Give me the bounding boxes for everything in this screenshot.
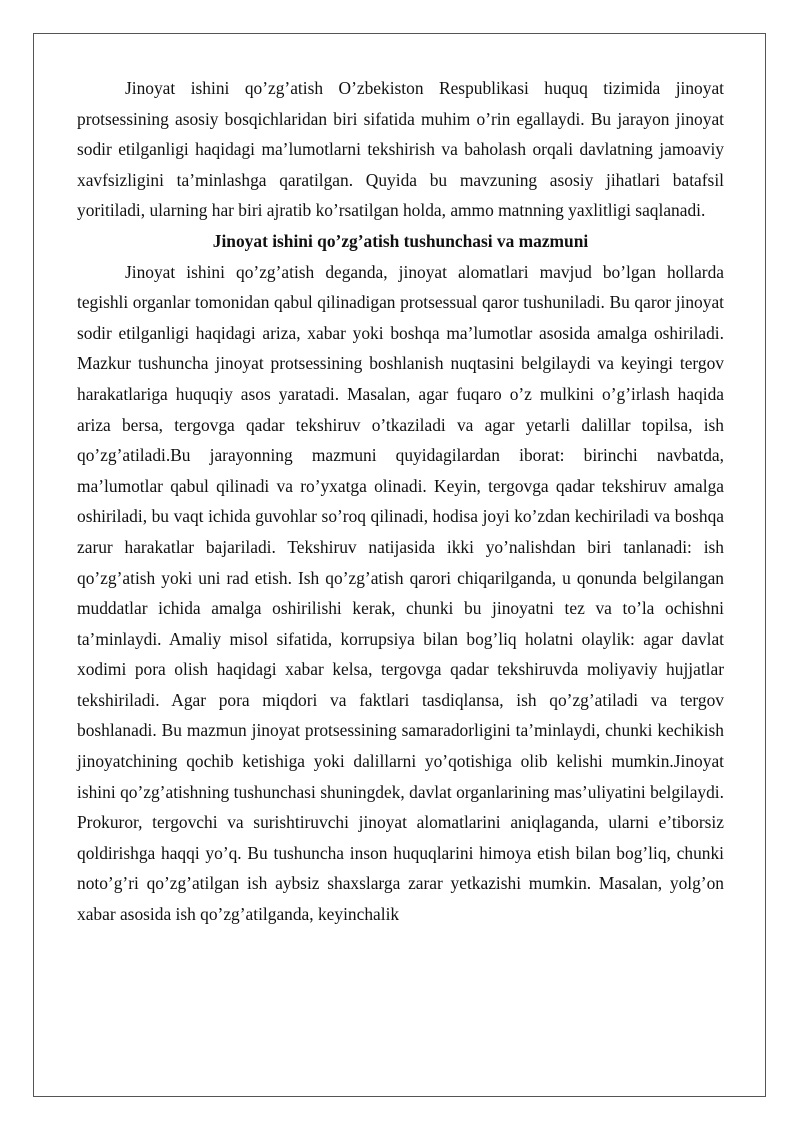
section-heading: Jinoyat ishini qo’zg’atish tushunchasi va mazmuni xyxy=(212,230,589,251)
intro-paragraph: Jinoyat ishini qo’zg’atish O’zbekiston Respublikasi huquq tizimida jinoyat protsessining asosiy bosqichlaridan biri sifatida muhim o’rin egallaydi. Bu jarayon jinoyat sodir etilganligi haqidagi ma’lumotlarni tekshirish va baholash orqali davlatning jamoaviy xavfsizligini ta’minlashga qaratilgan. Quyida bu mavzuning asosiy jihatlari batafsil yoritiladi, ularning har biri ajratib ko’rsatilgan holda, ammo matnning yaxlitligi saqlanadi. xyxy=(77,78,724,221)
body-paragraph: Jinoyat ishini qo’zg’atish deganda, jinoyat alomatlari mavjud bo’lgan hollarda tegishli organlar tomonidan qabul qilinadigan protsessual qaror tushuniladi. Bu qaror jinoyat sodir etilganligi haqidagi ariza, xabar yoki boshqa ma’lumotlar asosida amalga oshiriladi. Mazkur tushuncha jinoyat protsessining boshlanish nuqtasini belgilaydi va keyingi tergov harakatlariga huquqiy asos yaratadi. Masalan, agar fuqaro o’z mulkini o’g’irlash haqida ariza bersa, tergovga qadar tekshiruv o’tkaziladi va agar yetarli dalillar topilsa, ish qo’zg’atiladi.Bu jarayonning mazmuni quyidagilardan iborat: birinchi navbatda, ma’lumotlar qabul qilinadi va ro’yxatga olinadi. Keyin, tergovga qadar tekshiruv amalga oshiriladi, bu vaqt ichida guvohlar so’roq qilinadi, hodisa joyi ko’zdan kechiriladi va boshqa zarur harakatlar bajariladi. Tekshiruv natijasida ikki yo’nalishdan biri tanlanadi: ish qo’zg’atish yoki uni rad etish. Ish qo’zg’atish qarori chiqarilganda, u qonunda belgilangan muddatlar ichida amalga oshirilishi kerak, chunki bu jinoyatni tez va to’la ochishni ta’minlaydi. Amaliy misol sifatida, korrupsiya bilan bog’liq holatni olaylik: agar davlat xodimi pora olish haqidagi xabar kelsa, tergovga qadar tekshiruvda moliyaviy hujjatlar tekshiriladi. Agar pora miqdori va faktlari tasdiqlansa, ish qo’zg’atiladi va tergov boshlanadi. Bu mazmun jinoyat protsessining samaradorligini ta’minlaydi, chunki kechikish jinoyatchining qochib ketishiga yoki dalillarni yo’qotishiga olib kelishi mumkin.Jinoyat ishini qo’zg’atishning tushunchasi shuningdek, davlat organlarining mas’uliyatini belgilaydi. Prokuror, tergovchi va surishtiruvchi jinoyat alomatlarini aniqlaganda, ularni e’tiborsiz qoldirishga haqqi yo’q. Bu tushuncha inson huquqlarini himoya etish bilan bog’liq, chunki noto’g’ri qo’zg’atilgan ish aybsiz shaxslarga zarar yetkazishi mumkin. Masalan, yolg’on xabar asosida ish qo’zg’atilganda, keyinchalik xyxy=(77,261,724,925)
document-body xyxy=(77,73,724,930)
